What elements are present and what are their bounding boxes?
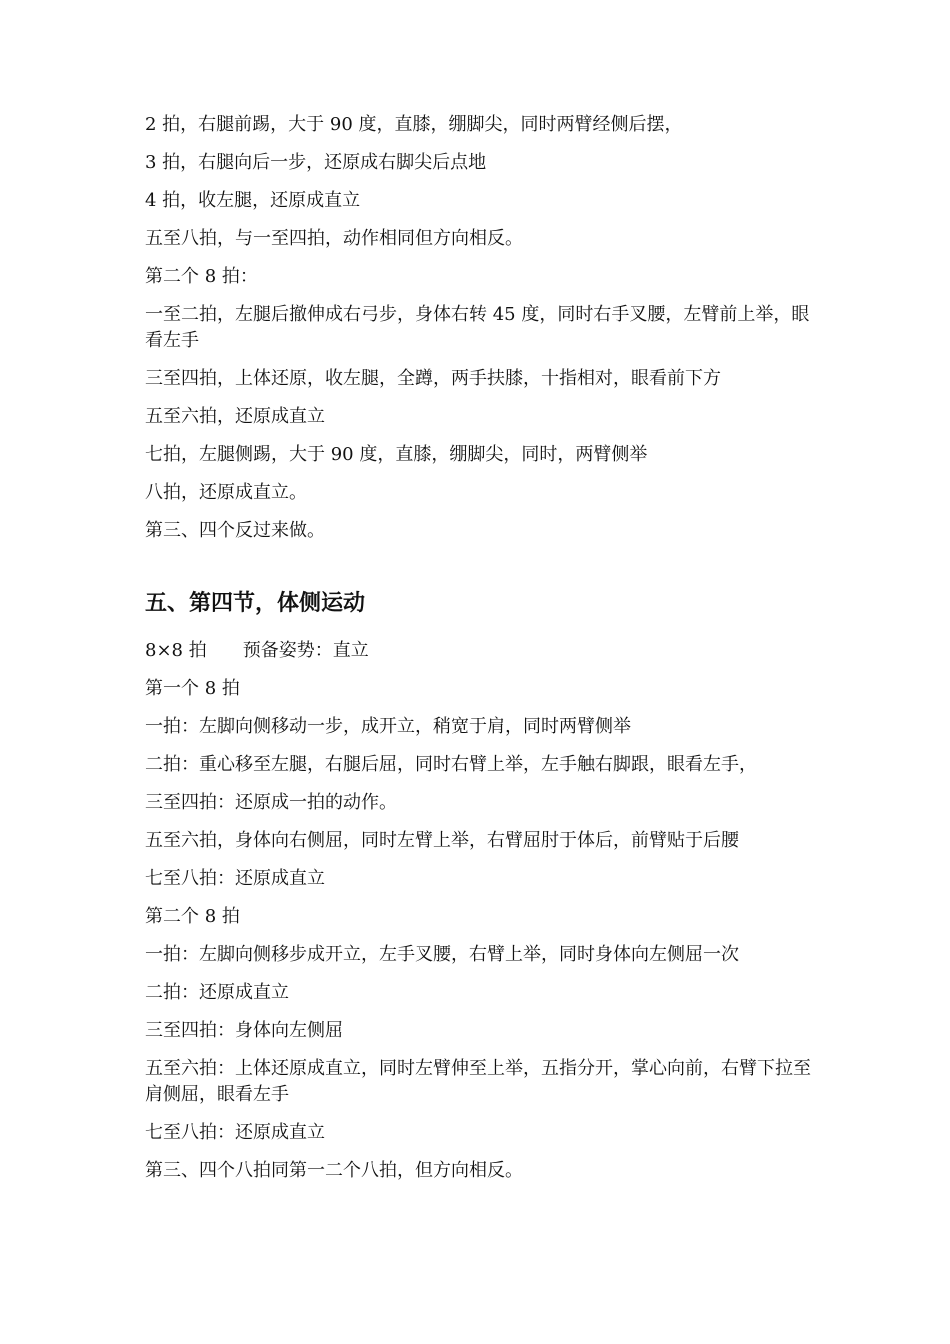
text-line: 3 拍，右腿向后一步，还原成右脚尖后点地 (145, 152, 487, 173)
section-heading: 五、第四节，体侧运动 (145, 590, 366, 616)
text-line: 一拍：左脚向侧移步成开立，左手叉腰，右臂上举，同时身体向左侧屈一次 (145, 944, 739, 965)
text-line: 8×8 拍 预备姿势：直立 (145, 640, 369, 661)
subsection-label: 第二个 8 拍： (145, 266, 258, 287)
subsection-label: 第二个 8 拍 (145, 906, 240, 927)
text-line: 五至八拍，与一至四拍，动作相同但方向相反。 (145, 228, 523, 249)
text-line: 七拍，左腿侧踢，大于 90 度，直膝，绷脚尖，同时，两臂侧举 (145, 444, 648, 465)
text-line: 五至六拍，还原成直立 (145, 406, 325, 427)
text-line: 五至六拍：上体还原成直立，同时左臂伸至上举，五指分开，掌心向前，右臂下拉至肩侧屈，眼看左手 (145, 1058, 811, 1105)
text-line: 三至四拍：还原成一拍的动作。 (145, 792, 397, 813)
text-line: 2 拍，右腿前踢，大于 90 度，直膝，绷脚尖，同时两臂经侧后摆， (145, 114, 683, 135)
text-line: 4 拍，收左腿，还原成直立 (145, 190, 361, 211)
text-line: 五至六拍，身体向右侧屈，同时左臂上举，右臂屈肘于体后，前臂贴于后腰 (145, 830, 739, 851)
text-line: 第三、四个八拍同第一二个八拍，但方向相反。 (145, 1160, 523, 1181)
text-line: 一拍：左脚向侧移动一步，成开立，稍宽于肩，同时两臂侧举 (145, 716, 631, 737)
subsection-label: 第一个 8 拍 (145, 678, 240, 699)
document-body (145, 112, 813, 1196)
text-line: 三至四拍，上体还原，收左腿，全蹲，两手扶膝，十指相对，眼看前下方 (145, 368, 721, 389)
text-line: 七至八拍：还原成直立 (145, 868, 325, 889)
text-line: 二拍：还原成直立 (145, 982, 289, 1003)
text-line: 三至四拍：身体向左侧屈 (145, 1020, 343, 1041)
text-line: 七至八拍：还原成直立 (145, 1122, 325, 1143)
text-line: 八拍，还原成直立。 (145, 482, 307, 503)
text-line: 第三、四个反过来做。 (145, 520, 325, 541)
text-line: 一至二拍，左腿后撤伸成右弓步，身体右转 45 度，同时右手叉腰，左臂前上举，眼看左手 (145, 304, 810, 351)
text-line: 二拍：重心移至左腿，右腿后屈，同时右臂上举，左手触右脚跟，眼看左手， (145, 754, 757, 775)
